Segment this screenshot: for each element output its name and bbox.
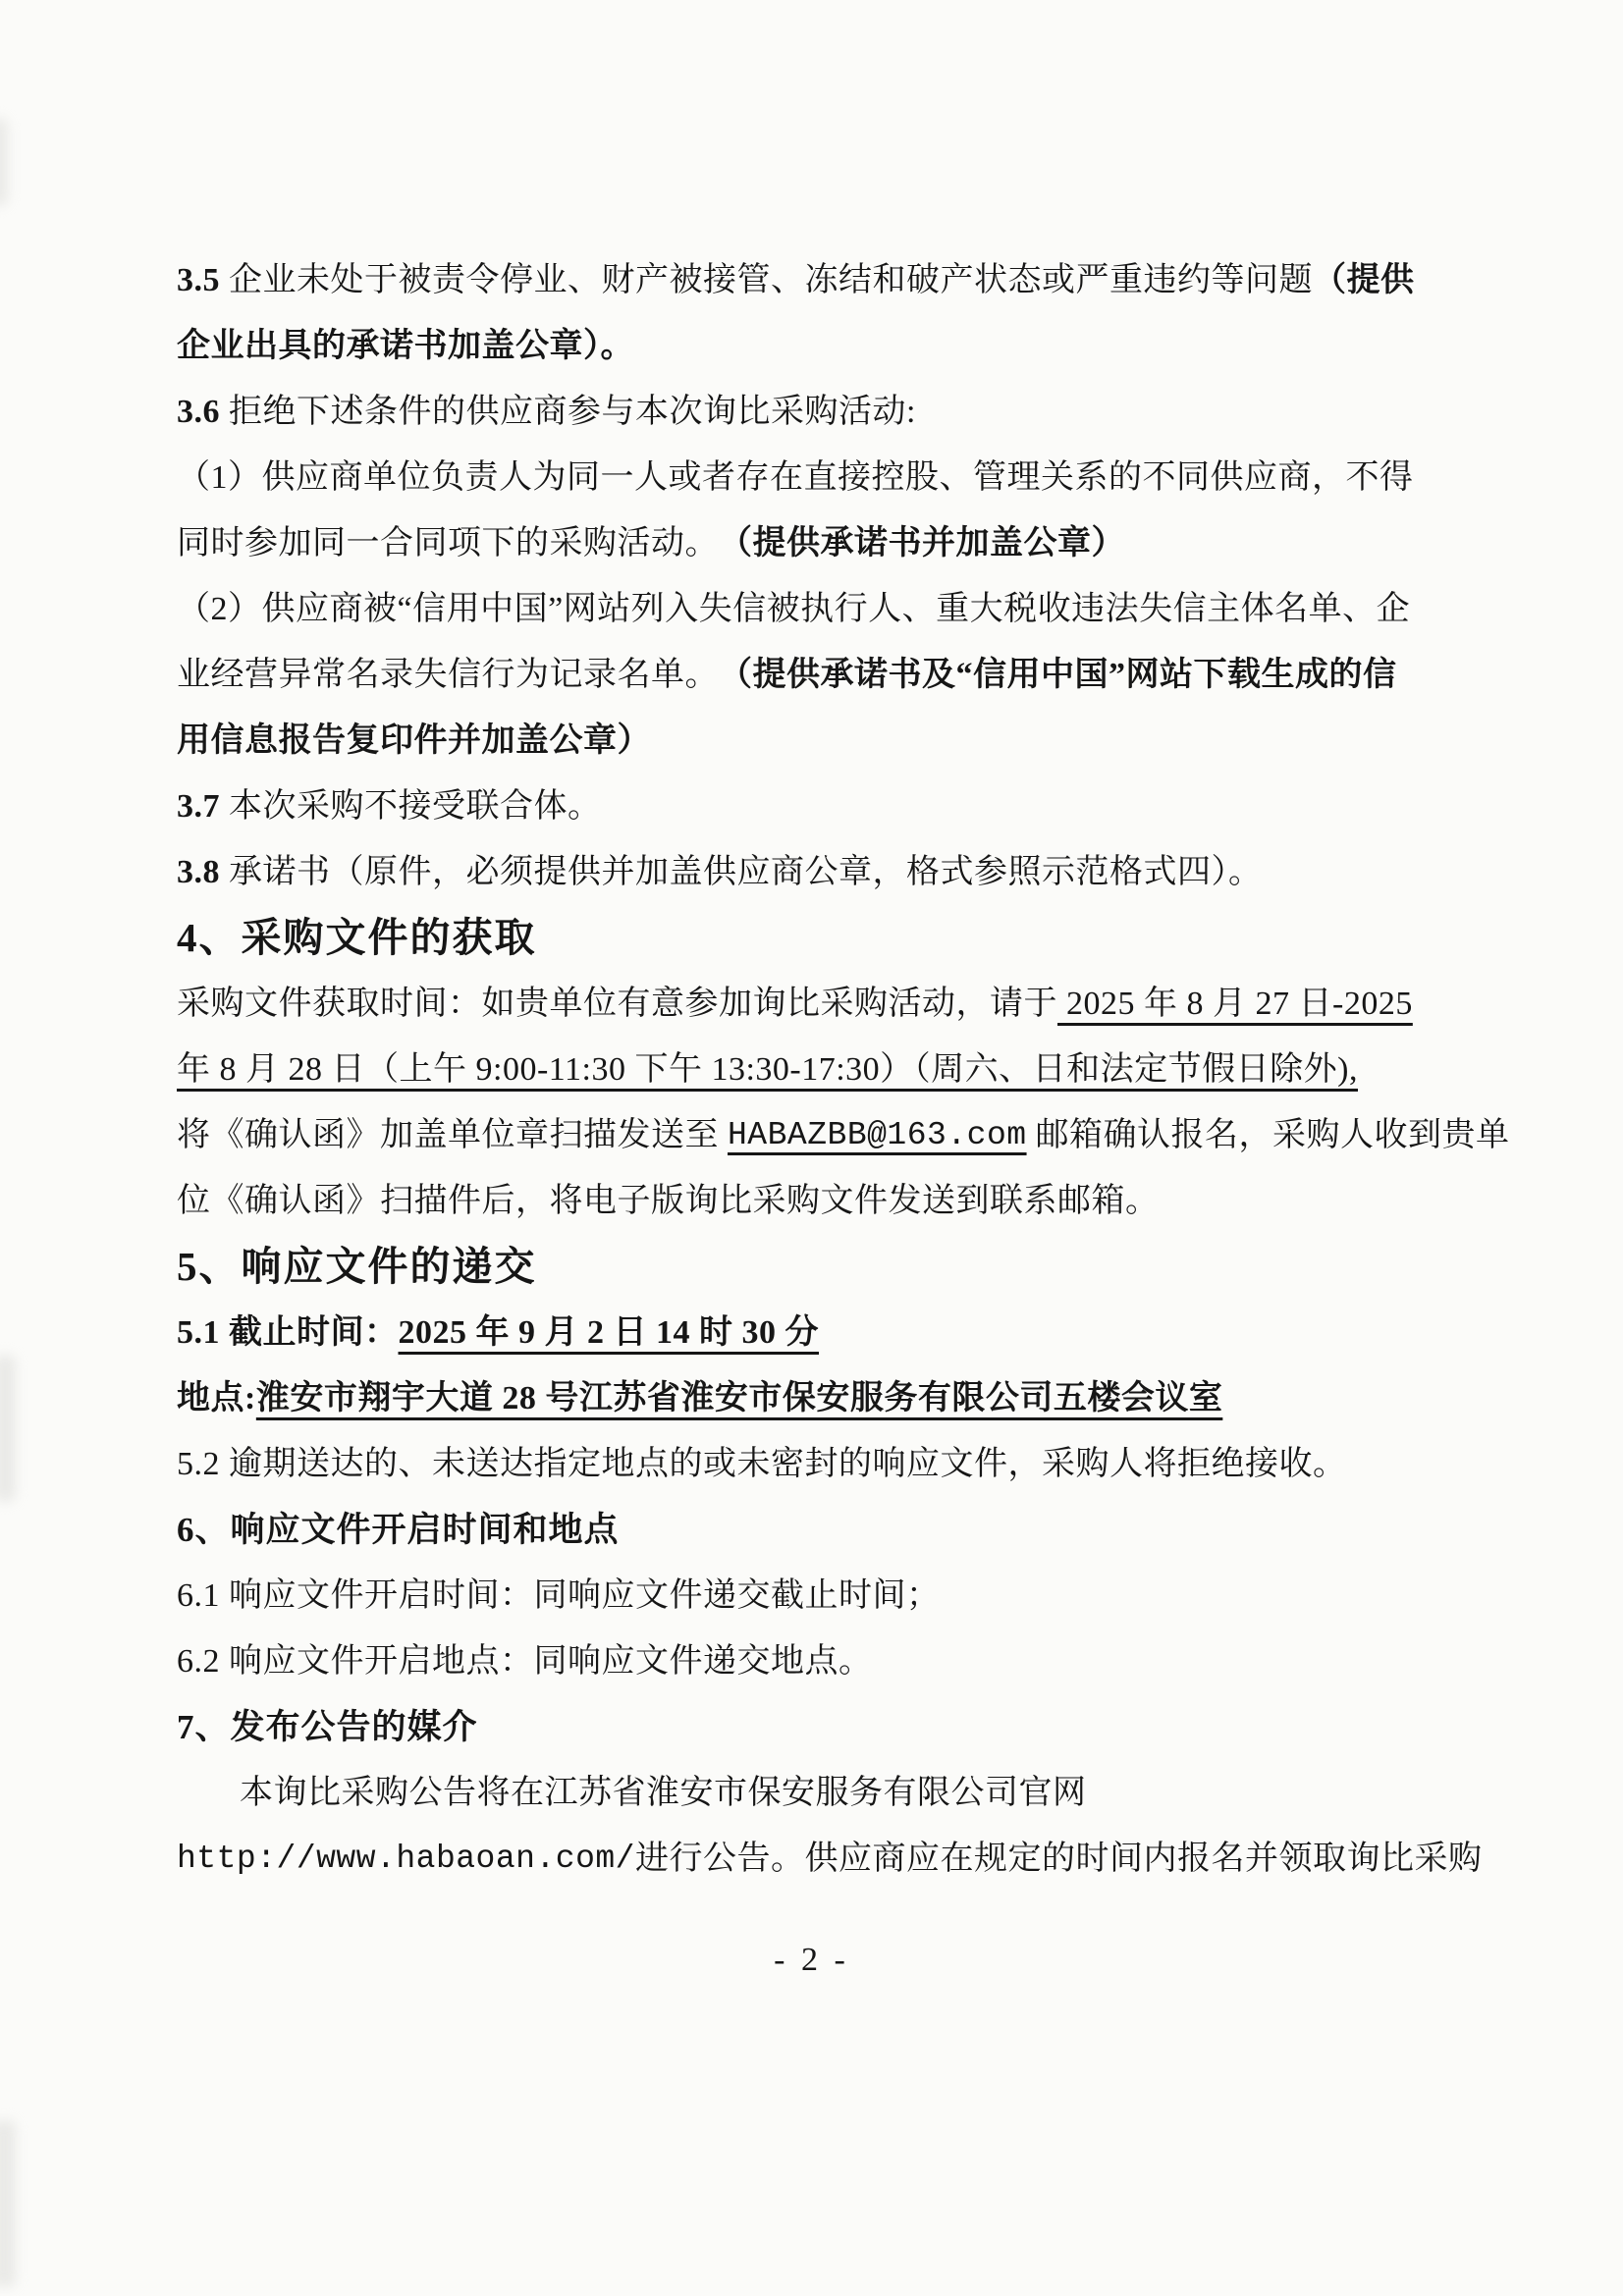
website-url: http://www.habaoan.com/ [177,1841,635,1877]
text-segment: 3.8 [177,853,229,890]
para-5-2 [177,1431,1453,1497]
item-2-line2 [177,642,1453,708]
text-segment: 本询比采购公告将在江苏省淮安市保安服务有限公司官网 [240,1774,1087,1811]
page-number: - 2 - [774,1942,849,1978]
text-segment: 3.7 [177,787,229,825]
para-7-line2 [177,1826,1483,1892]
email-address: HABAZBB@163.com [728,1117,1027,1153]
heading-4 [177,905,1453,971]
text-segment: 同时参加同一合同项下的采购活动。 [177,524,719,561]
text-segment: 地点: [177,1379,256,1416]
text-segment: 2025 年 8 月 27 日-2025 [1057,985,1413,1022]
scan-artifact [0,1355,16,1502]
text-segment: 本次采购不接受联合体。 [229,787,602,825]
item-1-line2 [177,510,1453,576]
text-segment: 邮箱确认报名，采购人收到贵单 [1026,1116,1510,1153]
text-segment: 承诺书（原件，必须提供并加盖供应商公章，格式参照示范格式四）。 [229,853,1263,890]
text-segment: 4、采购文件的获取 [177,915,537,960]
text-segment: 采购文件获取时间：如贵单位有意参加询比采购活动，请于 [177,985,1057,1022]
text-segment: 将《确认函》加盖单位章扫描发送至 [177,1116,728,1153]
item-2-line1 [177,576,1453,642]
para-3-7 [177,774,1453,839]
text-segment: 业经营异常名录失信行为记录名单。 [177,656,719,693]
text-segment: 进行公告。供应商应在规定的时间内报名并领取询比采购 [634,1840,1483,1877]
para-5-location [177,1365,1453,1431]
text-segment: 年 8 月 28 日（上午 9:00-11:30 下午 13:30-17:30）（周六、日和法定节假日除外), [177,1050,1358,1088]
para-6-2 [177,1629,1453,1694]
text-segment: 企业出具的承诺书加盖公章）。 [177,327,634,364]
item-1-line1 [177,445,1453,510]
text-segment: 位《确认函》扫描件后，将电子版询比采购文件发送到联系邮箱。 [177,1182,1160,1219]
para-4-line4 [177,1168,1453,1234]
para-4-line3 [177,1102,1510,1168]
para-3-5-line1 [177,247,1453,313]
text-segment: （提供承诺书并加盖公章） [719,524,1125,561]
heading-7 [177,1694,1453,1760]
text-segment: （提供 [1313,261,1415,298]
para-3-8 [177,839,1453,905]
text-segment: 用信息报告复印件并加盖公章） [177,721,651,759]
text-segment: 企业未处于被责令停业、财产被接管、冻结和破产状态或严重违约等问题 [229,261,1313,298]
text-segment: 6、响应文件开启时间和地点 [177,1511,620,1549]
text-segment: 拒绝下述条件的供应商参与本次询比采购活动: [229,393,916,430]
document-lines [177,247,1510,1892]
text-segment: 5.1 截止时间： [177,1313,399,1351]
para-6-1 [177,1563,1453,1629]
text-segment: 淮安市翔宇大道 28 号江苏省淮安市保安服务有限公司五楼会议室 [255,1379,1223,1416]
para-5-1 [177,1300,1453,1365]
text-segment: 7、发布公告的媒介 [177,1708,478,1746]
para-4-line1 [177,971,1453,1037]
para-3-5-line2 [177,313,1453,379]
text-segment: 6.1 响应文件开启时间：同响应文件递交截止时间； [177,1576,941,1614]
para-4-line2 [177,1037,1453,1102]
text-segment: 3.6 [177,393,229,430]
scan-artifact [0,2120,16,2287]
heading-5 [177,1234,1453,1300]
item-2-line3 [177,708,1453,774]
text-segment: 2025 年 9 月 2 日 14 时 30 分 [398,1313,819,1351]
text-segment: 6.2 响应文件开启地点：同响应文件递交地点。 [177,1642,873,1680]
text-segment: 5.2 逾期送达的、未送达指定地点的或未密封的响应文件，采购人将拒绝接收。 [177,1445,1347,1482]
heading-6 [177,1497,1453,1563]
text-segment: 3.5 [177,261,229,298]
text-segment: （1）供应商单位负责人为同一人或者存在直接控股、管理关系的不同供应商，不得 [177,458,1414,496]
para-7-line1 [177,1760,1453,1826]
para-3-6 [177,379,1453,445]
text-segment: 5、响应文件的递交 [177,1244,537,1289]
text-segment: （2）供应商被“信用中国”网站列入失信被执行人、重大税收违法失信主体名单、企 [177,590,1411,627]
scan-artifact [0,118,8,206]
text-segment: （提供承诺书及“信用中国”网站下载生成的信 [719,656,1397,693]
